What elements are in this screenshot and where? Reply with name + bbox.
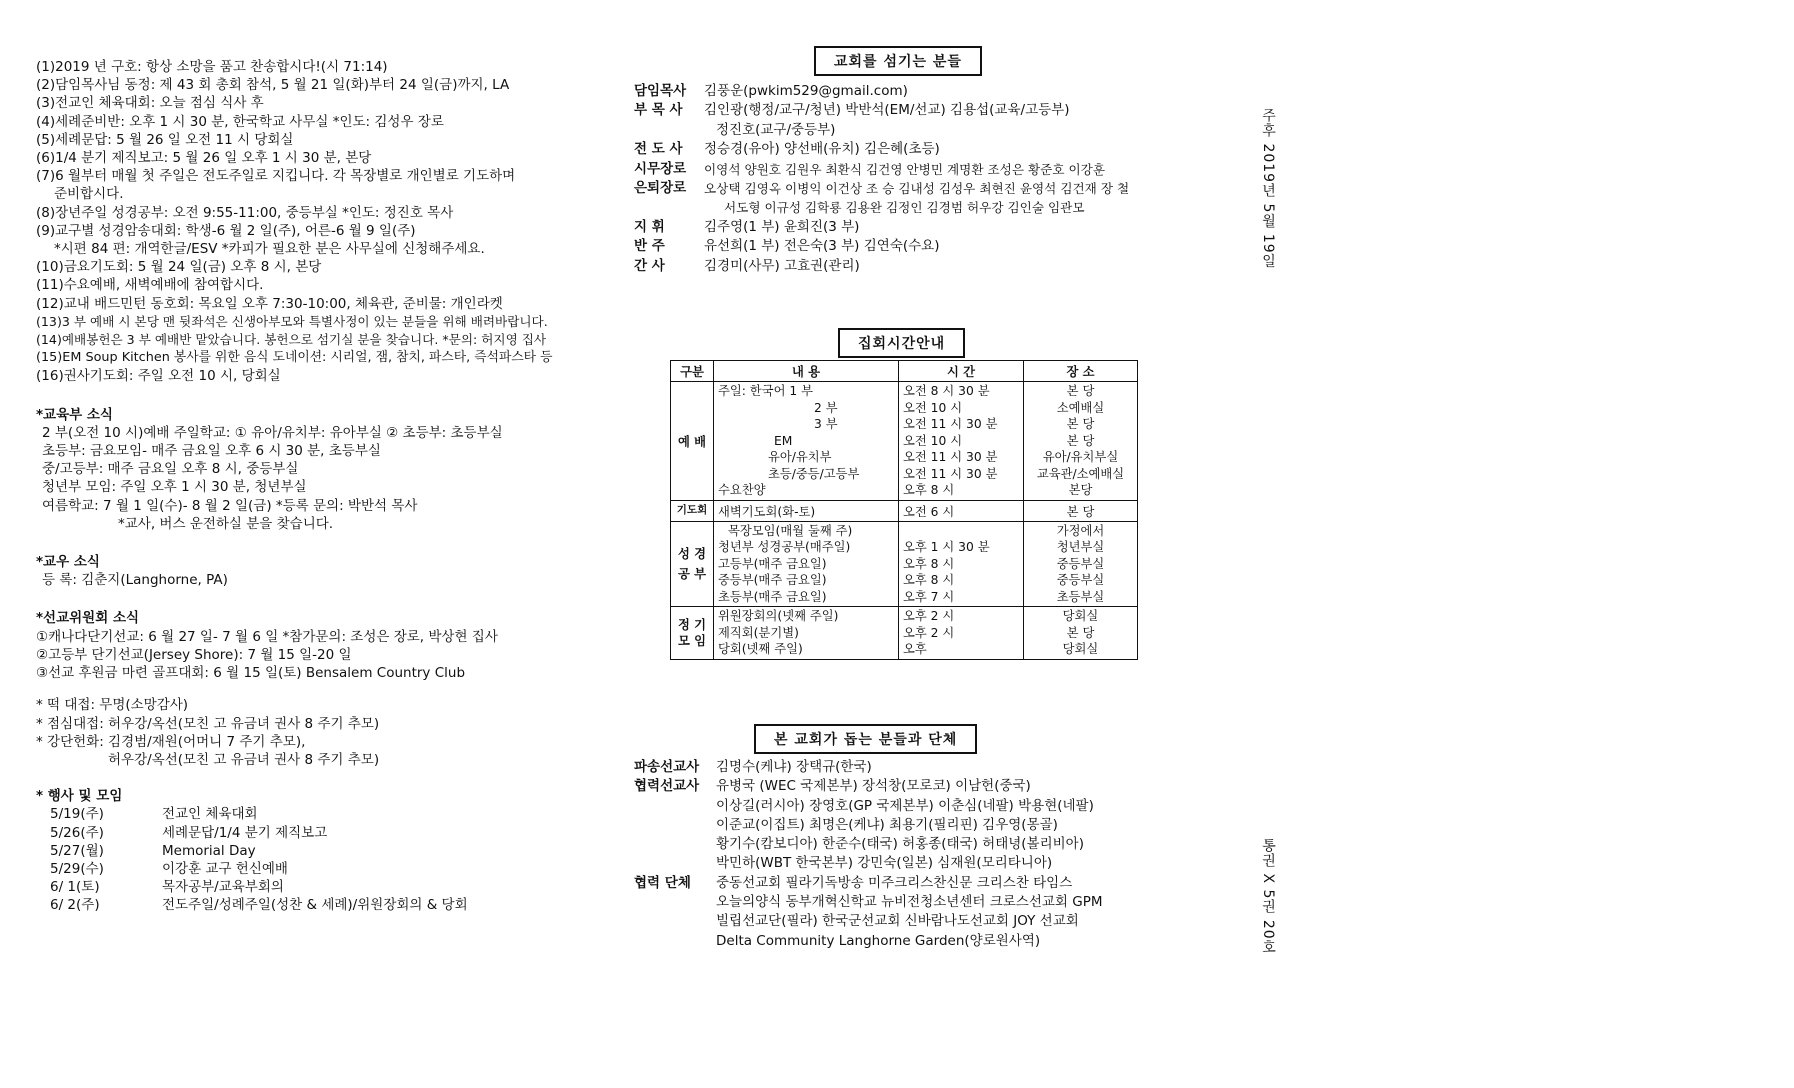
education-news (36, 424, 596, 533)
schedule-item: 당회(넷째 주일) (718, 642, 803, 656)
staff-row (634, 218, 1234, 237)
schedule-content (714, 521, 899, 607)
staff-role: 부 목 사 (634, 102, 683, 119)
schedule-row-prayer (671, 500, 1138, 521)
schedule-content (714, 382, 899, 501)
announcement-line: (12)교내 배드민턴 동호회: 목요일 오후 7:30-10:00, 체육관, 준비물: 개인라켓 (36, 295, 503, 312)
staff-role: 담임목사 (634, 83, 687, 99)
schedule-item: 오전 10 시 (903, 433, 963, 448)
staff-role: 시무장로 (634, 160, 687, 177)
announcement-line: (13)3 부 예배 시 본당 맨 뒷좌석은 신생아부모와 특별사정이 있는 분들을 위해 배려바랍니다. (36, 313, 548, 329)
schedule-item: 위원장회의(넷째 주일) (718, 609, 839, 623)
schedule-item: 본 당 (1066, 433, 1095, 448)
bulletin-date: 주후 2019년 5월 19일 (1260, 108, 1276, 269)
announcement-line: (1)2019 년 구호: 항상 소망을 품고 찬송합시다!(시 71:14) (36, 59, 388, 75)
schedule-item: 유아/유치부실 (1042, 450, 1119, 464)
event-row (36, 805, 596, 823)
education-line: 중/고등부: 매주 금요일 오후 8 시, 중등부실 (42, 461, 299, 478)
schedule-item: 2 부 (814, 400, 838, 415)
events-title: * 행사 및 모임 (36, 788, 123, 805)
staff-list (634, 82, 1234, 276)
event-desc: Memorial Day (162, 842, 256, 859)
schedule-category: 기도회 (671, 500, 714, 521)
schedule-item: 오후 1 시 30 분 (903, 540, 990, 554)
event-date: 6/ 1(토) (50, 879, 100, 896)
hosting-line: * 점심대접: 허우강/옥선(모친 고 유금녀 권사 8 주기 추모) (36, 715, 380, 732)
schedule-place (1024, 382, 1138, 501)
announcement-line: (6)1/4 분기 제직보고: 5 월 26 일 오후 1 시 30 분, 본당 (36, 150, 372, 167)
event-date: 6/ 2(주) (50, 897, 100, 914)
schedule-place: 본 당 (1024, 500, 1138, 521)
missions-title: *선교위원회 소식 (36, 610, 140, 627)
schedule-time (899, 607, 1024, 660)
schedule-item: 중등부(매주 금요일) (718, 573, 827, 587)
schedule-item: 초등부실 (1056, 589, 1105, 604)
staff-names: 서도형 이규성 김학룡 김용완 김정인 김경범 허우강 김인술 임관모 (724, 200, 1085, 216)
schedule-item: 청년부실 (1056, 540, 1105, 554)
mission-names: 김명수(케냐) 장택규(한국) (716, 759, 872, 775)
staff-row (634, 237, 1234, 256)
schedule-item: 목장모임(매월 둘째 주) (728, 523, 853, 538)
staff-names: 이영석 양원호 김원우 최환식 김건영 안병민 계명환 조성은 황준호 이강훈 (704, 161, 1105, 177)
mission-names: 박민하(WBT 한국본부) 강민숙(일본) 심재원(모리타니아) (716, 855, 1053, 872)
schedule-item: 소예배실 (1056, 400, 1105, 415)
staff-names: 김풍운(pwkim529@gmail.com) (704, 83, 908, 99)
staff-row (634, 82, 1234, 101)
schedule-row-study (671, 521, 1138, 607)
hosting-line: * 떡 대접: 무명(소망감사) (36, 697, 189, 714)
education-title: *교육부 소식 (36, 406, 113, 423)
schedule-item: EM (774, 433, 793, 448)
schedule-content: 새벽기도회(화-토) (714, 500, 899, 521)
staff-title: 교회를 섬기는 분들 (814, 46, 982, 76)
announcement-line: (9)교구별 성경암송대회: 학생-6 월 2 일(주), 어른-6 월 9 일(주) (36, 222, 416, 239)
schedule-item: 오전 11 시 30 분 (903, 450, 998, 464)
missions-line: ①캐나다단기선교: 6 월 27 일- 7 월 6 일 *참가문의: 조성은 장로, 박상현 집사 (36, 628, 498, 645)
schedule-item: 오전 11 시 30 분 (903, 466, 998, 481)
event-row (36, 860, 596, 878)
staff-names: 김주영(1 부) 윤희진(3 부) (704, 218, 860, 235)
schedule-item: 중등부실 (1056, 556, 1105, 571)
mission-role: 협력선교사 (634, 778, 700, 795)
schedule-header: 구분 (671, 361, 714, 382)
mission-row (634, 874, 1234, 951)
schedule-header: 시 간 (899, 361, 1024, 382)
event-desc: 세례문답/1/4 분기 제직보고 (162, 824, 328, 841)
schedule-item: 제직회(분기별) (718, 625, 799, 640)
schedule-item: 오후 8 시 (903, 556, 955, 571)
staff-names: 김경미(사무) 고효권(관리) (704, 257, 860, 274)
missions-line: ③선교 후원금 마련 골프대회: 6 월 15 일(토) Bensalem Country Club (36, 665, 466, 682)
announcement-line: (2)담임목사님 동정: 제 43 회 총회 참석, 5 월 21 일(화)부터 24 일(금)까지, LA (36, 77, 510, 94)
staff-role: 반 주 (634, 238, 665, 255)
event-row (36, 842, 596, 860)
announcement-line: (14)예배봉헌은 3 부 예배반 맡았습니다. 봉헌으로 섬기실 분을 찾습니다. *문의: 허지영 집사 (36, 332, 547, 348)
schedule-item: 주일: 한국어 1 부 (718, 384, 813, 398)
schedule-item: 당회실 (1062, 642, 1099, 656)
mission-row (634, 777, 1234, 873)
schedule-item: 오후 8 시 (903, 483, 955, 497)
announcement-line: (15)EM Soup Kitchen 봉사를 위한 음식 도네이션: 시리얼, 잼, 참치, 파스타, 즉석파스타 등 (36, 350, 553, 366)
announcement-line: *시편 84 편: 개역한글/ESV *카피가 필요한 분은 사무실에 신청해주세요. (54, 241, 485, 258)
announcement-line: (11)수요예배, 새벽예배에 참여합시다. (36, 277, 264, 294)
mission-names: 빌립선교단(필라) 한국군선교회 신바람나도선교회 JOY 선교회 (716, 913, 1079, 930)
staff-row (634, 101, 1234, 140)
staff-names: 김인광(행정/교구/청년) 박반석(EM/선교) 김용섭(교육/고등부) (704, 102, 1070, 119)
missions-line: ②고등부 단기선교(Jersey Shore): 7 월 15 일-20 일 (36, 646, 352, 663)
announcement-line: (8)장년주일 성경공부: 오전 9:55-11:00, 중등부실 *인도: 정진호 목사 (36, 204, 454, 221)
announcement-line: (16)권사기도회: 주일 오전 10 시, 당회실 (36, 368, 281, 385)
schedule-item: 오후 2 시 (903, 609, 955, 623)
mission-row (634, 758, 1234, 777)
schedule-item: 오전 11 시 30 분 (903, 417, 998, 431)
event-date: 5/26(주) (50, 824, 104, 841)
schedule-item: 오전 10 시 (903, 400, 963, 415)
schedule-category: 정 기 모 임 (671, 607, 714, 660)
staff-names: 오상택 김영옥 이병익 이건상 조 승 김내성 김성우 최현진 윤영석 김건재 장 철 (704, 181, 1130, 197)
education-line: 초등부: 금요모임- 매주 금요일 오후 6 시 30 분, 초등부실 (42, 443, 381, 460)
schedule-item: 고등부(매주 금요일) (718, 556, 827, 571)
announcement-line: (5)세례문답: 5 월 26 일 오전 11 시 당회실 (36, 131, 294, 148)
staff-row (634, 179, 1234, 218)
event-row (36, 824, 596, 842)
staff-role: 지 휘 (634, 218, 665, 235)
education-line: 2 부(오전 10 시)예배 주일학교: ① 유아/유치부: 유아부실 ② 초등부: 초등부실 (42, 424, 503, 441)
staff-names: 유선희(1 부) 전은숙(3 부) 김연숙(수요) (704, 238, 940, 255)
education-line: 청년부 모임: 주일 오후 1 시 30 분, 청년부실 (42, 479, 307, 496)
schedule-content (714, 607, 899, 660)
schedule-item: 청년부 성경공부(매주일) (718, 540, 851, 554)
event-desc: 전도주일/성례주일(성찬 & 세례)/위원장회의 & 당회 (162, 897, 468, 914)
schedule-item (903, 523, 1019, 540)
schedule-item: 본당 (1068, 483, 1093, 497)
schedule-category: 성 경 공 부 (671, 521, 714, 607)
mission-names: 중동선교회 필라기독방송 미주크리스찬신문 크리스찬 타임스 (716, 874, 1073, 891)
schedule-header-row (671, 361, 1138, 382)
event-desc: 목자공부/교육부회의 (162, 879, 284, 896)
staff-role: 간 사 (634, 257, 665, 274)
mission-names: 황기수(캄보디아) 한준수(태국) 허홍종(태국) 허태녕(볼리비아) (716, 836, 1084, 853)
announcement-line: (10)금요기도회: 5 월 24 일(금) 오후 8 시, 본당 (36, 259, 322, 276)
schedule-item: 오후 8 시 (903, 573, 955, 587)
schedule-item: 본 당 (1066, 384, 1095, 398)
mission-role: 파송선교사 (634, 759, 700, 775)
schedule-place (1024, 607, 1138, 660)
schedule-table (670, 360, 1138, 660)
schedule-header: 장 소 (1024, 361, 1138, 382)
schedule-time (899, 382, 1024, 501)
schedule-header: 내 용 (714, 361, 899, 382)
schedule-item: 수요찬양 (718, 483, 766, 497)
mission-role: 협력 단체 (634, 874, 691, 891)
hosting-line: * 강단헌화: 김경범/재원(어머니 7 주기 추모), (36, 733, 306, 750)
events-list (36, 805, 596, 914)
announcement-line: (7)6 월부터 매월 첫 주일은 전도주일로 지킵니다. 각 목장별로 개인별로 기도하며 (36, 168, 516, 185)
mission-partners-title: 본 교회가 돕는 분들과 단체 (754, 724, 977, 754)
schedule-item: 오후 (903, 642, 927, 656)
event-date: 5/27(월) (50, 842, 104, 859)
schedule-item: 가정에서 (1056, 523, 1105, 538)
schedule-row-meeting (671, 607, 1138, 660)
staff-row (634, 140, 1234, 159)
schedule-item: 오전 8 시 30 분 (903, 384, 990, 398)
schedule-item: 본 당 (1066, 417, 1095, 431)
mission-partners-list (634, 758, 1234, 951)
announcement-line: (4)세례준비반: 오후 1 시 30 분, 한국학교 사무실 *인도: 김성우 장로 (36, 113, 444, 130)
staff-role: 전 도 사 (634, 141, 683, 158)
schedule-item: 오후 2 시 (903, 625, 955, 640)
schedule-title: 집회시간안내 (838, 328, 965, 358)
staff-row (634, 160, 1234, 179)
staff-names: 정진호(교구/중등부) (716, 121, 836, 138)
event-date: 5/19(주) (50, 806, 104, 823)
member-title: *교우 소식 (36, 554, 100, 571)
hosting-block (36, 696, 596, 769)
bulletin-volume: 통권 X 5권 20호 (1260, 838, 1276, 955)
schedule-item: 초등부(매주 금요일) (718, 589, 827, 604)
mission-names: 이상길(러시아) 장영호(GP 국제본부) 이춘심(네팔) 박용현(네팔) (716, 797, 1094, 814)
event-desc: 이강훈 교구 헌신예배 (162, 860, 288, 877)
schedule-item: 초등/중등/고등부 (768, 466, 860, 481)
schedule-row-worship (671, 382, 1138, 501)
mission-names: 이준교(이집트) 최명은(케냐) 최용기(필리핀) 김우영(몽골) (716, 816, 1058, 833)
schedule-item: 당회실 (1062, 609, 1099, 623)
education-line: 여름학교: 7 월 1 일(수)- 8 월 2 일(금) *등록 문의: 박반석 목사 (42, 497, 418, 514)
schedule-item: 오후 7 시 (903, 589, 955, 604)
staff-role: 은퇴장로 (634, 180, 687, 197)
schedule-category: 예 배 (671, 382, 714, 501)
schedule-item: 3 부 (814, 417, 838, 431)
education-line: *교사, 버스 운전하실 분을 찾습니다. (118, 515, 334, 532)
schedule-item: 교육관/소예배실 (1036, 466, 1125, 481)
hosting-line: 허우강/옥선(모친 고 유금녀 권사 8 주기 추모) (108, 751, 380, 768)
announcement-line: (3)전교인 체육대회: 오늘 점심 식사 후 (36, 95, 264, 112)
schedule-item: 중등부실 (1056, 573, 1105, 587)
schedule-item: 본 당 (1066, 625, 1095, 640)
mission-names: 유병국 (WEC 국제본부) 장석창(모로코) 이남헌(중국) (716, 778, 1031, 795)
left-column (36, 58, 596, 915)
announcements (36, 58, 596, 386)
event-date: 5/29(수) (50, 860, 104, 877)
schedule-item: 유아/유치부 (768, 450, 832, 464)
event-desc: 전교인 체육대회 (162, 806, 258, 823)
mission-names: 오늘의양식 동부개혁신학교 뉴비전청소년센터 크로스선교회 GPM (716, 894, 1103, 911)
event-row (36, 878, 596, 896)
schedule-place (1024, 521, 1138, 607)
schedule-time (899, 521, 1024, 607)
staff-row (634, 257, 1234, 276)
announcement-line: 준비합시다. (54, 186, 124, 203)
mission-names: Delta Community Langhorne Garden(양로원사역) (716, 932, 1041, 949)
member-line: 등 록: 김춘지(Langhorne, PA) (42, 572, 228, 589)
staff-names: 정승경(유아) 양선배(유치) 김은혜(초등) (704, 141, 940, 158)
schedule-time: 오전 6 시 (899, 500, 1024, 521)
event-row (36, 896, 596, 914)
